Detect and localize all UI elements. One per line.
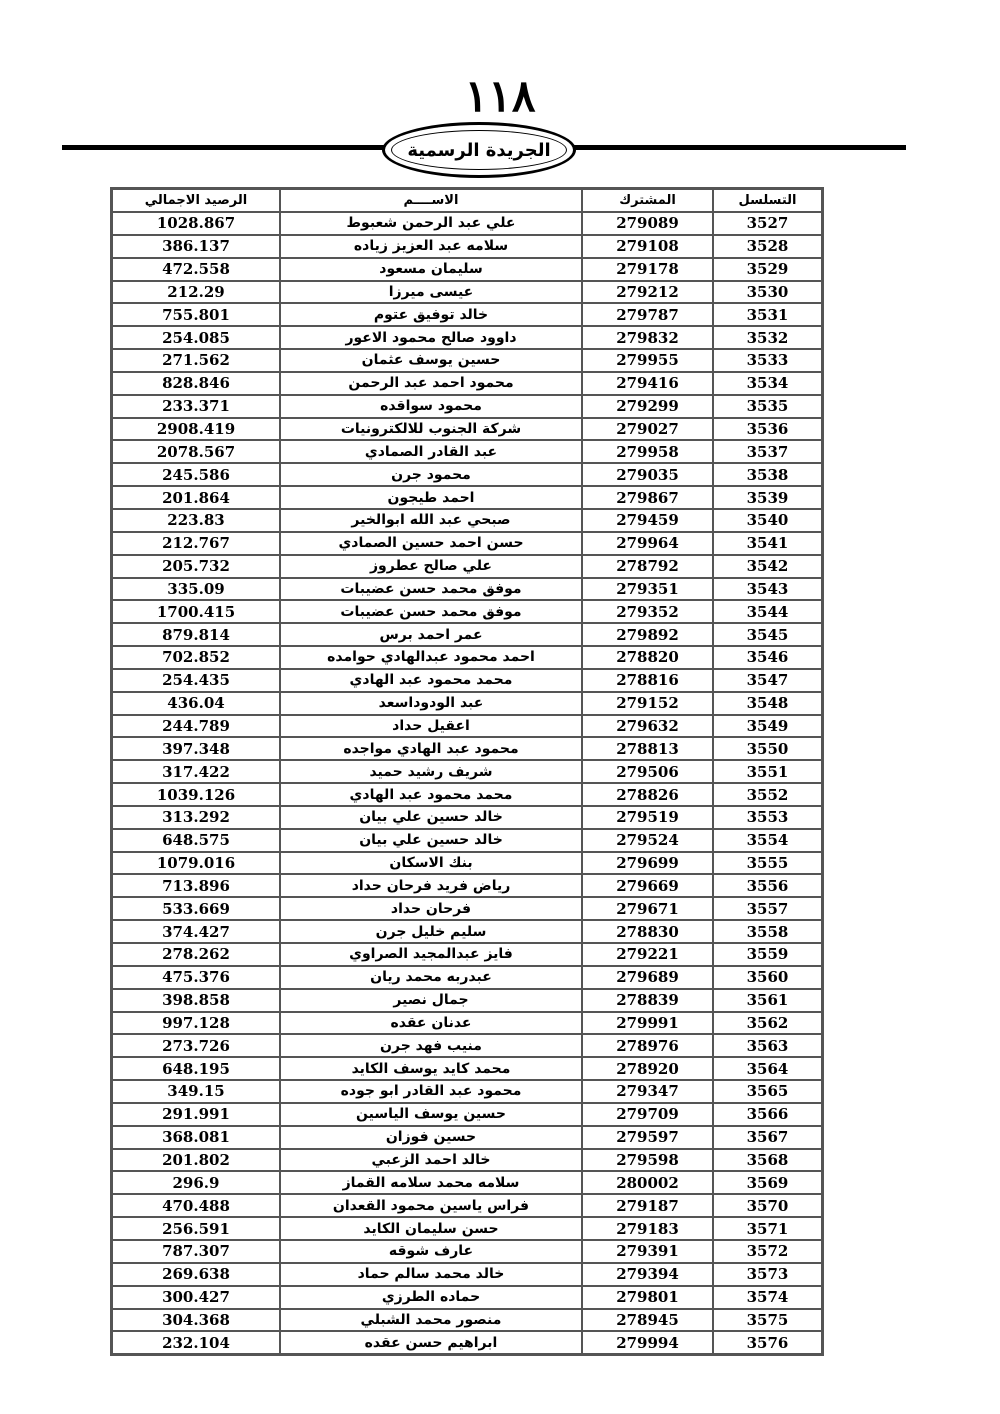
table-row bbox=[112, 1012, 822, 1035]
cell-subscriber: 279832 bbox=[582, 326, 713, 349]
cell-balance: 1039.126 bbox=[112, 783, 280, 806]
cell-serial: 3535 bbox=[713, 395, 822, 418]
table-row bbox=[112, 623, 822, 646]
column-header-subscriber: المشترك bbox=[582, 189, 713, 212]
table-row bbox=[112, 1057, 822, 1080]
cell-balance: 212.29 bbox=[112, 281, 280, 304]
cell-serial: 3529 bbox=[713, 258, 822, 281]
cell-name: فايز عبدالمجيد الصراوي bbox=[280, 943, 582, 966]
table-row bbox=[112, 1034, 822, 1057]
table-row bbox=[112, 1309, 822, 1332]
column-header-name: الاســــم bbox=[280, 189, 582, 212]
cell-balance: 256.591 bbox=[112, 1217, 280, 1240]
cell-balance: 533.669 bbox=[112, 897, 280, 920]
cell-subscriber: 279187 bbox=[582, 1194, 713, 1217]
cell-balance: 787.307 bbox=[112, 1240, 280, 1263]
table-row bbox=[112, 258, 822, 281]
cell-serial: 3536 bbox=[713, 418, 822, 441]
table-row bbox=[112, 463, 822, 486]
cell-name: احمد محمود عبدالهادي حوامده bbox=[280, 646, 582, 669]
cell-balance: 273.726 bbox=[112, 1034, 280, 1057]
cell-serial: 3560 bbox=[713, 966, 822, 989]
subscribers-table-wrapper bbox=[110, 187, 820, 1356]
cell-subscriber: 279787 bbox=[582, 303, 713, 326]
cell-balance: 648.575 bbox=[112, 829, 280, 852]
cell-name: عدنان عقده bbox=[280, 1012, 582, 1035]
cell-name: خالد محمد سالم حماد bbox=[280, 1263, 582, 1286]
cell-name: محمود عبد الهادي مواجده bbox=[280, 737, 582, 760]
cell-subscriber: 279709 bbox=[582, 1103, 713, 1126]
cell-name: فراس ياسين محمود القعدان bbox=[280, 1194, 582, 1217]
cell-serial: 3570 bbox=[713, 1194, 822, 1217]
cell-name: منصور محمد الشبلي bbox=[280, 1309, 582, 1332]
cell-serial: 3563 bbox=[713, 1034, 822, 1057]
cell-serial: 3576 bbox=[713, 1331, 822, 1354]
cell-serial: 3546 bbox=[713, 646, 822, 669]
cell-name: حسين يوسف الياسين bbox=[280, 1103, 582, 1126]
cell-balance: 278.262 bbox=[112, 943, 280, 966]
cell-balance: 296.9 bbox=[112, 1171, 280, 1194]
table-row bbox=[112, 783, 822, 806]
cell-balance: 1079.016 bbox=[112, 852, 280, 875]
cell-serial: 3528 bbox=[713, 235, 822, 258]
table-row bbox=[112, 874, 822, 897]
table-row bbox=[112, 852, 822, 875]
cell-serial: 3555 bbox=[713, 852, 822, 875]
table-row bbox=[112, 440, 822, 463]
table-row bbox=[112, 646, 822, 669]
cell-balance: 254.435 bbox=[112, 669, 280, 692]
gazette-title: الجريدة الرسمية bbox=[407, 139, 551, 161]
cell-name: موفق محمد حسن عضيبات bbox=[280, 578, 582, 601]
cell-subscriber: 279212 bbox=[582, 281, 713, 304]
table-row bbox=[112, 235, 822, 258]
table-row bbox=[112, 669, 822, 692]
cell-serial: 3559 bbox=[713, 943, 822, 966]
cell-balance: 233.371 bbox=[112, 395, 280, 418]
cell-subscriber: 278976 bbox=[582, 1034, 713, 1057]
cell-serial: 3572 bbox=[713, 1240, 822, 1263]
cell-subscriber: 278813 bbox=[582, 737, 713, 760]
table-row bbox=[112, 920, 822, 943]
cell-name: منيب فهد جرن bbox=[280, 1034, 582, 1057]
cell-serial: 3550 bbox=[713, 737, 822, 760]
cell-subscriber: 279416 bbox=[582, 372, 713, 395]
cell-balance: 879.814 bbox=[112, 623, 280, 646]
cell-serial: 3562 bbox=[713, 1012, 822, 1035]
cell-name: داوود صالح محمود الاعور bbox=[280, 326, 582, 349]
cell-serial: 3569 bbox=[713, 1171, 822, 1194]
cell-balance: 349.15 bbox=[112, 1080, 280, 1103]
cell-name: محمد محمود عبد الهادي bbox=[280, 783, 582, 806]
cell-subscriber: 279035 bbox=[582, 463, 713, 486]
cell-serial: 3558 bbox=[713, 920, 822, 943]
cell-balance: 254.085 bbox=[112, 326, 280, 349]
cell-subscriber: 279671 bbox=[582, 897, 713, 920]
cell-serial: 3553 bbox=[713, 806, 822, 829]
table-header-row bbox=[112, 189, 822, 212]
table-row bbox=[112, 989, 822, 1012]
cell-serial: 3564 bbox=[713, 1057, 822, 1080]
cell-balance: 335.09 bbox=[112, 578, 280, 601]
cell-name: علي صالح عطروز bbox=[280, 555, 582, 578]
cell-subscriber: 278816 bbox=[582, 669, 713, 692]
cell-subscriber: 279347 bbox=[582, 1080, 713, 1103]
cell-name: اعقيل حداد bbox=[280, 715, 582, 738]
cell-name: عبد القادر الصمادي bbox=[280, 440, 582, 463]
cell-serial: 3575 bbox=[713, 1309, 822, 1332]
cell-balance: 1028.867 bbox=[112, 212, 280, 235]
cell-serial: 3554 bbox=[713, 829, 822, 852]
cell-serial: 3556 bbox=[713, 874, 822, 897]
cell-subscriber: 279991 bbox=[582, 1012, 713, 1035]
cell-name: حماده الطرزي bbox=[280, 1286, 582, 1309]
cell-balance: 997.128 bbox=[112, 1012, 280, 1035]
cell-serial: 3544 bbox=[713, 600, 822, 623]
cell-name: خالد حسين علي بيان bbox=[280, 829, 582, 852]
cell-balance: 313.292 bbox=[112, 806, 280, 829]
cell-name: حسين يوسف عثمان bbox=[280, 349, 582, 372]
table-row bbox=[112, 532, 822, 555]
cell-subscriber: 279459 bbox=[582, 509, 713, 532]
cell-balance: 291.991 bbox=[112, 1103, 280, 1126]
cell-serial: 3540 bbox=[713, 509, 822, 532]
cell-name: محمود جرن bbox=[280, 463, 582, 486]
table-row bbox=[112, 555, 822, 578]
cell-serial: 3547 bbox=[713, 669, 822, 692]
cell-balance: 397.348 bbox=[112, 737, 280, 760]
cell-name: رياض فريد فرحان حداد bbox=[280, 874, 582, 897]
cell-balance: 245.586 bbox=[112, 463, 280, 486]
cell-serial: 3527 bbox=[713, 212, 822, 235]
cell-balance: 374.427 bbox=[112, 920, 280, 943]
cell-subscriber: 279152 bbox=[582, 692, 713, 715]
cell-balance: 702.852 bbox=[112, 646, 280, 669]
cell-subscriber: 279597 bbox=[582, 1126, 713, 1149]
table-row bbox=[112, 303, 822, 326]
table-row bbox=[112, 692, 822, 715]
cell-serial: 3538 bbox=[713, 463, 822, 486]
cell-name: محمود احمد عبد الرحمن bbox=[280, 372, 582, 395]
cell-name: علي عبد الرحمن شعبوط bbox=[280, 212, 582, 235]
column-header-serial: التسلسل bbox=[713, 189, 822, 212]
cell-subscriber: 280002 bbox=[582, 1171, 713, 1194]
table-row bbox=[112, 715, 822, 738]
cell-name: حسن سليمان الكايد bbox=[280, 1217, 582, 1240]
cell-name: عارف شوقه bbox=[280, 1240, 582, 1263]
cell-serial: 3545 bbox=[713, 623, 822, 646]
table-row bbox=[112, 1263, 822, 1286]
cell-name: عبدربه محمد ريان bbox=[280, 966, 582, 989]
cell-subscriber: 279994 bbox=[582, 1331, 713, 1354]
cell-serial: 3541 bbox=[713, 532, 822, 555]
cell-serial: 3530 bbox=[713, 281, 822, 304]
cell-subscriber: 279598 bbox=[582, 1149, 713, 1172]
cell-serial: 3533 bbox=[713, 349, 822, 372]
table-row bbox=[112, 1331, 822, 1354]
cell-balance: 317.422 bbox=[112, 760, 280, 783]
cell-serial: 3539 bbox=[713, 486, 822, 509]
cell-serial: 3551 bbox=[713, 760, 822, 783]
table-row bbox=[112, 966, 822, 989]
table-row bbox=[112, 600, 822, 623]
cell-serial: 3573 bbox=[713, 1263, 822, 1286]
cell-serial: 3531 bbox=[713, 303, 822, 326]
table-row bbox=[112, 326, 822, 349]
cell-name: سلامه محمد سلامه القماز bbox=[280, 1171, 582, 1194]
cell-name: خالد احمد الزعبي bbox=[280, 1149, 582, 1172]
cell-serial: 3557 bbox=[713, 897, 822, 920]
cell-balance: 386.137 bbox=[112, 235, 280, 258]
cell-subscriber: 279178 bbox=[582, 258, 713, 281]
table-row bbox=[112, 1126, 822, 1149]
table-row bbox=[112, 1217, 822, 1240]
gazette-title-oval bbox=[382, 122, 576, 178]
table-row bbox=[112, 349, 822, 372]
cell-balance: 648.195 bbox=[112, 1057, 280, 1080]
cell-name: ابراهيم حسن عقده bbox=[280, 1331, 582, 1354]
cell-name: سلامه عبد العزيز زياده bbox=[280, 235, 582, 258]
cell-serial: 3566 bbox=[713, 1103, 822, 1126]
cell-subscriber: 279089 bbox=[582, 212, 713, 235]
cell-subscriber: 279221 bbox=[582, 943, 713, 966]
cell-name: محمد محمود عبد الهادي bbox=[280, 669, 582, 692]
table-row bbox=[112, 737, 822, 760]
cell-subscriber: 279699 bbox=[582, 852, 713, 875]
cell-subscriber: 279519 bbox=[582, 806, 713, 829]
cell-subscriber: 279689 bbox=[582, 966, 713, 989]
cell-subscriber: 279108 bbox=[582, 235, 713, 258]
cell-name: فرحان حداد bbox=[280, 897, 582, 920]
cell-name: موفق محمد حسن عضيبات bbox=[280, 600, 582, 623]
cell-name: صبحي عبد الله ابوالخير bbox=[280, 509, 582, 532]
cell-name: عمر احمد برس bbox=[280, 623, 582, 646]
cell-subscriber: 279351 bbox=[582, 578, 713, 601]
cell-balance: 300.427 bbox=[112, 1286, 280, 1309]
cell-balance: 398.858 bbox=[112, 989, 280, 1012]
cell-subscriber: 279352 bbox=[582, 600, 713, 623]
table-body bbox=[112, 212, 822, 1354]
cell-balance: 212.767 bbox=[112, 532, 280, 555]
cell-serial: 3537 bbox=[713, 440, 822, 463]
cell-balance: 223.83 bbox=[112, 509, 280, 532]
cell-subscriber: 279892 bbox=[582, 623, 713, 646]
cell-subscriber: 278945 bbox=[582, 1309, 713, 1332]
subscribers-table bbox=[110, 187, 824, 1356]
cell-name: عبد الودوداسعد bbox=[280, 692, 582, 715]
cell-name: محمود سواقده bbox=[280, 395, 582, 418]
table-row bbox=[112, 372, 822, 395]
page-number: ١١٨ bbox=[464, 71, 536, 122]
cell-name: محمد كايد يوسف الكايد bbox=[280, 1057, 582, 1080]
cell-subscriber: 279027 bbox=[582, 418, 713, 441]
table-row bbox=[112, 486, 822, 509]
cell-subscriber: 279964 bbox=[582, 532, 713, 555]
cell-name: عيسى ميرزا bbox=[280, 281, 582, 304]
cell-subscriber: 279955 bbox=[582, 349, 713, 372]
table-row bbox=[112, 578, 822, 601]
cell-serial: 3574 bbox=[713, 1286, 822, 1309]
cell-name: خالد حسين علي بيان bbox=[280, 806, 582, 829]
cell-subscriber: 279394 bbox=[582, 1263, 713, 1286]
cell-name: احمد طيجون bbox=[280, 486, 582, 509]
cell-subscriber: 279867 bbox=[582, 486, 713, 509]
cell-subscriber: 278839 bbox=[582, 989, 713, 1012]
cell-subscriber: 279669 bbox=[582, 874, 713, 897]
cell-serial: 3543 bbox=[713, 578, 822, 601]
cell-name: سليم خليل جرن bbox=[280, 920, 582, 943]
table-row bbox=[112, 281, 822, 304]
cell-serial: 3565 bbox=[713, 1080, 822, 1103]
cell-subscriber: 279524 bbox=[582, 829, 713, 852]
table-row bbox=[112, 829, 822, 852]
table-row bbox=[112, 1080, 822, 1103]
cell-serial: 3534 bbox=[713, 372, 822, 395]
cell-balance: 713.896 bbox=[112, 874, 280, 897]
table-row bbox=[112, 1149, 822, 1172]
cell-subscriber: 279506 bbox=[582, 760, 713, 783]
cell-balance: 2078.567 bbox=[112, 440, 280, 463]
cell-subscriber: 279632 bbox=[582, 715, 713, 738]
cell-name: جمال نصير bbox=[280, 989, 582, 1012]
cell-balance: 201.802 bbox=[112, 1149, 280, 1172]
cell-serial: 3571 bbox=[713, 1217, 822, 1240]
cell-name: سليمان مسعود bbox=[280, 258, 582, 281]
cell-serial: 3561 bbox=[713, 989, 822, 1012]
table-row bbox=[112, 1103, 822, 1126]
cell-serial: 3549 bbox=[713, 715, 822, 738]
cell-serial: 3552 bbox=[713, 783, 822, 806]
table-row bbox=[112, 806, 822, 829]
cell-balance: 201.864 bbox=[112, 486, 280, 509]
cell-subscriber: 278826 bbox=[582, 783, 713, 806]
cell-balance: 232.104 bbox=[112, 1331, 280, 1354]
cell-subscriber: 278920 bbox=[582, 1057, 713, 1080]
cell-subscriber: 279801 bbox=[582, 1286, 713, 1309]
cell-balance: 755.801 bbox=[112, 303, 280, 326]
table-row bbox=[112, 395, 822, 418]
table-row bbox=[112, 1171, 822, 1194]
cell-name: شركة الجنوب للالكترونيات bbox=[280, 418, 582, 441]
cell-name: شريف رشيد حميد bbox=[280, 760, 582, 783]
table-row bbox=[112, 509, 822, 532]
cell-balance: 368.081 bbox=[112, 1126, 280, 1149]
cell-name: بنك الاسكان bbox=[280, 852, 582, 875]
cell-balance: 828.846 bbox=[112, 372, 280, 395]
cell-subscriber: 278792 bbox=[582, 555, 713, 578]
cell-serial: 3548 bbox=[713, 692, 822, 715]
table-row bbox=[112, 212, 822, 235]
cell-balance: 205.732 bbox=[112, 555, 280, 578]
cell-serial: 3567 bbox=[713, 1126, 822, 1149]
cell-name: حسن احمد حسين الصمادي bbox=[280, 532, 582, 555]
table-row bbox=[112, 1194, 822, 1217]
cell-balance: 470.488 bbox=[112, 1194, 280, 1217]
cell-balance: 271.562 bbox=[112, 349, 280, 372]
cell-balance: 269.638 bbox=[112, 1263, 280, 1286]
cell-name: حسين فوزان bbox=[280, 1126, 582, 1149]
cell-subscriber: 278820 bbox=[582, 646, 713, 669]
cell-subscriber: 279391 bbox=[582, 1240, 713, 1263]
table-row bbox=[112, 897, 822, 920]
cell-serial: 3532 bbox=[713, 326, 822, 349]
table-row bbox=[112, 943, 822, 966]
table-row bbox=[112, 418, 822, 441]
table-row bbox=[112, 1240, 822, 1263]
cell-balance: 2908.419 bbox=[112, 418, 280, 441]
column-header-balance: الرصيد الاجمالي bbox=[112, 189, 280, 212]
cell-balance: 304.368 bbox=[112, 1309, 280, 1332]
cell-serial: 3568 bbox=[713, 1149, 822, 1172]
cell-balance: 472.558 bbox=[112, 258, 280, 281]
cell-serial: 3542 bbox=[713, 555, 822, 578]
table-row bbox=[112, 760, 822, 783]
cell-balance: 436.04 bbox=[112, 692, 280, 715]
cell-balance: 475.376 bbox=[112, 966, 280, 989]
cell-name: محمود عبد القادر ابو جوده bbox=[280, 1080, 582, 1103]
cell-subscriber: 279299 bbox=[582, 395, 713, 418]
cell-balance: 244.789 bbox=[112, 715, 280, 738]
cell-subscriber: 279958 bbox=[582, 440, 713, 463]
cell-subscriber: 278830 bbox=[582, 920, 713, 943]
cell-subscriber: 279183 bbox=[582, 1217, 713, 1240]
cell-name: خالد توفيق عتوم bbox=[280, 303, 582, 326]
table-row bbox=[112, 1286, 822, 1309]
cell-balance: 1700.415 bbox=[112, 600, 280, 623]
